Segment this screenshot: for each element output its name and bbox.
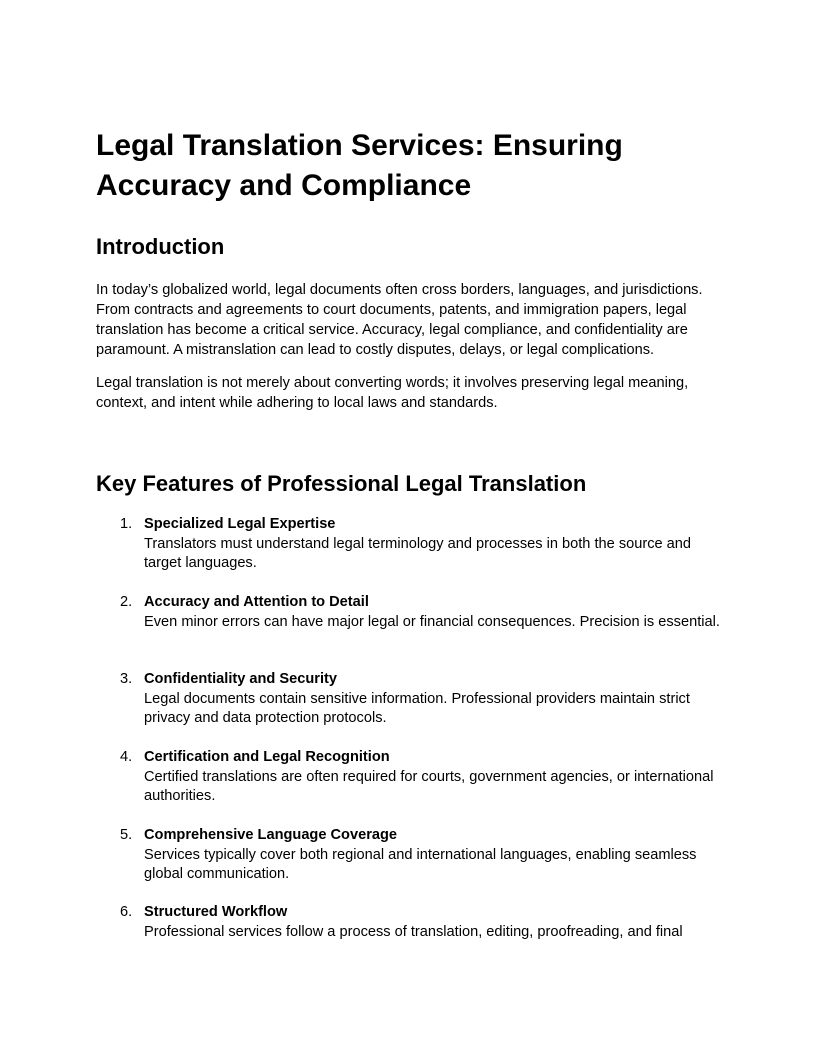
list-item-description: Translators must understand legal terminology and processes in both the source and target languages. xyxy=(144,535,692,571)
document-title: Legal Translation Services: Ensuring Accuracy and Compliance xyxy=(96,129,623,202)
list-item-title: Comprehensive Language Coverage xyxy=(144,827,398,843)
list-item-number: 2. xyxy=(120,594,133,610)
list-item-number: 1. xyxy=(120,516,133,532)
intro-paragraph: In today’s globalized world, legal documents often cross borders, languages, and jurisdictions. From contracts and agreements to court documents, patents, and immigration papers, legal translation has become a critical service. Accuracy, legal compliance, and confidentiality are paramount. A mistranslation can lead to costly disputes, delays, or legal complications. xyxy=(96,282,703,358)
list-item-title: Structured Workflow xyxy=(144,904,288,920)
list-item-description: Services typically cover both regional and international languages, enabling seamless global communication. xyxy=(144,846,697,882)
list-item-title: Certification and Legal Recognition xyxy=(144,749,390,765)
list-item-number: 5. xyxy=(120,827,133,843)
intro-paragraph: Legal translation is not merely about converting words; it involves preserving legal meaning, context, and intent while adhering to local laws and standards. xyxy=(96,375,689,411)
list-item-number: 3. xyxy=(120,671,133,687)
list-item-description: Even minor errors can have major legal or financial consequences. Precision is essential. xyxy=(144,613,720,630)
introduction-heading: Introduction xyxy=(96,234,225,259)
list-item-title: Confidentiality and Security xyxy=(144,671,337,687)
list-item-title: Specialized Legal Expertise xyxy=(144,516,336,532)
list-item-description: Certified translations are often required for courts, government agencies, or international authorities. xyxy=(144,768,714,804)
list-item-title: Accuracy and Attention to Detail xyxy=(144,594,369,610)
list-item-number: 6. xyxy=(120,904,133,920)
list-item-number: 4. xyxy=(120,749,133,765)
list-item-description: Legal documents contain sensitive information. Professional providers maintain strict privacy and data protection protocols. xyxy=(144,690,690,726)
list-item-description: Professional services follow a process of translation, editing, proofreading, and final xyxy=(144,923,683,940)
features-heading: Key Features of Professional Legal Translation xyxy=(96,471,587,496)
